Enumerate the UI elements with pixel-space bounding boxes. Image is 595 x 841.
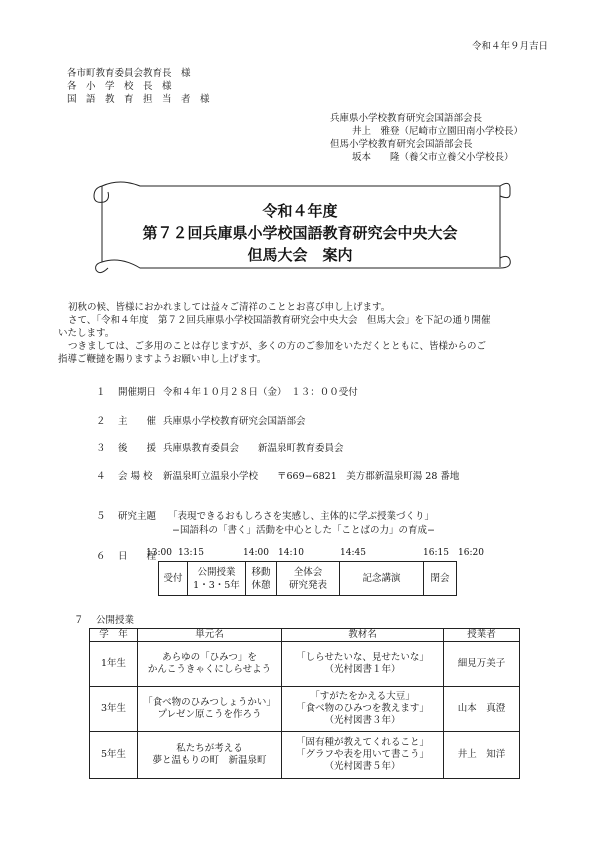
item-number: ３	[96, 443, 106, 454]
item-value-date: 令和４年１０月２８日（金） １３：００受付	[163, 387, 358, 398]
intro-line: いたします。	[58, 328, 115, 339]
item-number: ２	[96, 416, 106, 427]
document-title	[80, 200, 520, 266]
intro-line: 指導ご鞭撻を賜りますようお願い申し上げます。	[58, 354, 267, 365]
unit-cell: 私たちが考える 夢と温もりの町 新温泉町	[138, 732, 282, 779]
column-header: 授業者	[444, 629, 520, 642]
schedule-cell: 受付	[159, 562, 188, 596]
time: 16:20	[458, 548, 484, 558]
unit-cell: あらゆの「ひみつ」を かんこうきゃくにしらせよう	[138, 642, 282, 687]
title-line: 但馬大会 案内	[247, 246, 353, 264]
item-label-lessons: 公開授業	[96, 615, 135, 626]
item-label-theme: 研究主題	[118, 511, 157, 522]
unit-cell: 「食べ物のひみつしょうかい」 プレゼン原こうを作ろう	[138, 687, 282, 732]
teacher-cell: 細見万美子	[444, 642, 520, 687]
item-number: ７	[74, 615, 84, 626]
column-header: 単元名	[138, 629, 282, 642]
item-label-support: 後 援	[118, 443, 157, 454]
teacher-cell: 山本 真澄	[444, 687, 520, 732]
time: 13:00	[146, 548, 172, 558]
title-line: 第７２回兵庫県小学校国語教育研究会中央大会	[142, 224, 458, 242]
title-line: 令和４年度	[262, 202, 338, 220]
recipient: 国 語 教 育 担 当 者 様	[67, 94, 210, 105]
material-cell: 「しらせたいな、見せたいな」 （光村図書１年）	[282, 642, 444, 687]
column-header: 学 年	[90, 629, 138, 642]
item-value-theme: 「表現できるおもしろさを実感し、主体的に学ぶ授業づくり」	[168, 511, 435, 522]
item-subvalue-theme: −国語科の「書く」活動を中心とした「ことばの力」の育成−	[172, 525, 435, 536]
grade-cell: 5年生	[90, 732, 138, 779]
schedule-cell: 全体会 研究発表	[277, 562, 340, 596]
item-label-schedule: 日 程	[118, 551, 157, 562]
issue-date: 令和４年９月吉日	[471, 41, 548, 52]
material-cell: 「固有種が教えてくれること」 「グラフや表を用いて書こう」 （光村図書５年）	[282, 732, 444, 779]
intro-line: さて、「令和４年度 第７２回兵庫県小学校国語教育研究会中央大会 但馬大会」を下記の通り開催	[68, 315, 491, 326]
lessons-table	[89, 628, 520, 779]
material-cell: 「すがたをかえる大豆」 「食べ物のひみつを教えます」 （光村図書３年）	[282, 687, 444, 732]
item-label-host: 主 催	[118, 416, 157, 427]
schedule-cell: 記念講演	[340, 562, 424, 596]
item-label-venue: 会 場 校	[118, 471, 153, 482]
item-value-support: 兵庫県教育委員会 新温泉町教育委員会	[163, 443, 344, 454]
recipient-list	[67, 67, 210, 106]
item-number: ４	[96, 471, 106, 482]
item-number: １	[96, 387, 106, 398]
time: 14:10	[278, 548, 304, 558]
table-row	[90, 642, 520, 687]
recipient: 各 小 学 校 長 様	[67, 81, 172, 92]
table-row	[90, 732, 520, 779]
time: 13:15	[178, 548, 204, 558]
schedule-cell: 公開授業 1・3・5年	[188, 562, 246, 596]
intro-line: 初秋の候、皆様におかれましては益々ご清祥のこととお喜び申し上げます。	[68, 302, 391, 313]
schedule-cell: 移動 休憩	[246, 562, 277, 596]
grade-cell: 1年生	[90, 642, 138, 687]
table-row	[90, 687, 520, 732]
item-label-date: 開催期日	[118, 387, 157, 398]
time: 14:00	[243, 548, 269, 558]
sender-org: 但馬小学校教育研究会国語部会長	[330, 139, 473, 150]
column-header: 教材名	[282, 629, 444, 642]
teacher-cell: 井上 知洋	[444, 732, 520, 779]
time: 14:45	[340, 548, 366, 558]
item-number: ６	[96, 551, 106, 562]
sender-block	[330, 112, 523, 164]
schedule-cell: 閉会	[424, 562, 457, 596]
sender-org: 兵庫県小学校教育研究会国語部会長	[330, 113, 483, 124]
schedule-table	[158, 561, 457, 596]
grade-cell: 3年生	[90, 687, 138, 732]
intro-paragraph	[58, 301, 491, 366]
sender-name: 井上 雅登（尼崎市立園田南小学校長）	[352, 126, 524, 137]
item-value-venue: 新温泉町立温泉小学校 〒669−6821 美方郡新温泉町湯 28 番地	[163, 471, 460, 482]
intro-line: つきましては、ご多用のことは存じますが、多くの方のご参加をいただくとともに、皆様からのご	[68, 341, 487, 352]
time: 16:15	[423, 548, 449, 558]
sender-name: 坂本 隆（養父市立養父小学校長）	[352, 152, 514, 163]
item-value-host: 兵庫県小学校教育研究会国語部会	[163, 416, 306, 427]
recipient: 各市町教育委員会教育長 様	[67, 68, 191, 79]
item-number: ５	[96, 511, 106, 522]
